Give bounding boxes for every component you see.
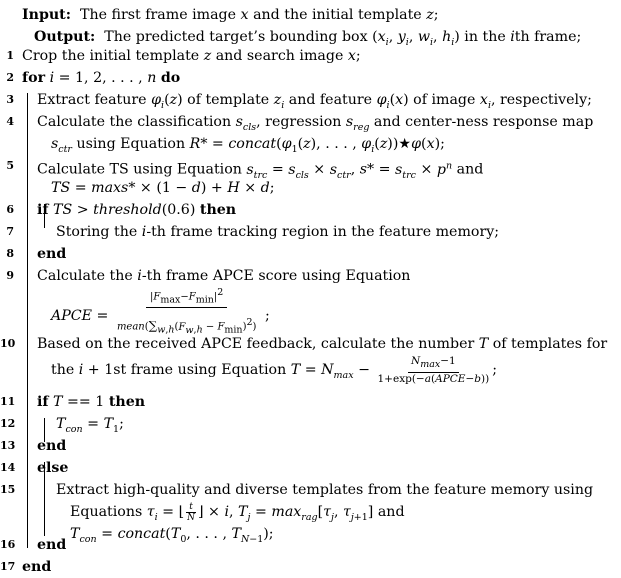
algo-line-5-cont: TS = maxs* × (1 − d) + H × d; [51,180,275,196]
algo-line-3: 3 Extract feature $\varphi_i(z)$ of template $z_i$ and feature $\varphi_i(x)$ of image $x_i$, respectively; [6,92,592,111]
algo-line-14: 14 else [0,460,69,476]
algo-line-10: 10 Based on the received APCE feedback, calculate the number T of templates for [0,336,608,352]
algo-line-1: 1 Crop the initial template z and search image x; [6,48,361,64]
algo-line-8: 8 end [6,246,67,262]
algo-line-2: 2 for i = 1, 2, . . . , n do [6,70,181,86]
algo-line-6: 6 if TS > threshold(0.6) then [6,202,237,218]
algo-line-12: 12 $T_{con} = T_1$; [0,416,124,435]
algo-line-16: 16 end [0,537,67,553]
algo-line-17: 17 end [0,559,52,575]
algo-line-15-cont2: $T_{con}$ = $concat(T_0$, . . . , $T_{N-1}$); [70,526,274,545]
algo-line-7: 7 Storing the i-th frame tracking region in the feature memory; [6,224,500,240]
output-keyword: Output: [34,29,96,45]
output-text: The predicted target’s bounding box ($x_i$, $y_i$, $w_i$, $h_i$) in the ith frame; [99,29,582,48]
input-text: The first frame image x and the initial template z; [75,7,439,23]
algo-line-13: 13 end [0,438,67,454]
algo-line-4: 4 Calculate the classification $s_{cls}$, regression $s_{reg}$ and center-ness response map [6,114,594,133]
apce-formula: APCE = $|F_{max}-F_{min}|^2$ $mean(\sum_{w,h}(F_{w,h} - F_{min})^2)$ ; [51,287,270,336]
algo-line-4-cont: $s_{ctr}$ using Equation $R* = concat(\varphi_1(z)$, . . . , $\varphi_i(z))★\varphi(x)$; [51,136,445,155]
input-line [22,4,438,26]
algo-line-15-cont: Equations $\tau_i$ = ⌊ $\frac{t}{N}$ ⌋ × i, $T_j = \max_{rag}[\tau_j$, $\tau_{j+1}$] and [70,501,405,523]
algo-line-10-cont: the i + 1st frame using Equation $T = N_{max}$ − $\frac{N_{max}-1}{\text{1+exp(−a(APCE−b))}}$ ; [51,355,497,385]
algo-line-15: 15 Extract high-quality and diverse templates from the feature memory using [0,482,594,498]
algo-line-11: 11 if T == 1 then [0,394,146,410]
algo-line-9: 9 Calculate the i-th frame APCE score using Equation [6,268,411,284]
algo-line-5: 5 Calculate TS using Equation $s_{trc} = s_{cls} \times s_{ctr}$, $s* = s_{trc} \times p^n$ and [6,159,484,181]
input-keyword: Input: [22,7,71,23]
